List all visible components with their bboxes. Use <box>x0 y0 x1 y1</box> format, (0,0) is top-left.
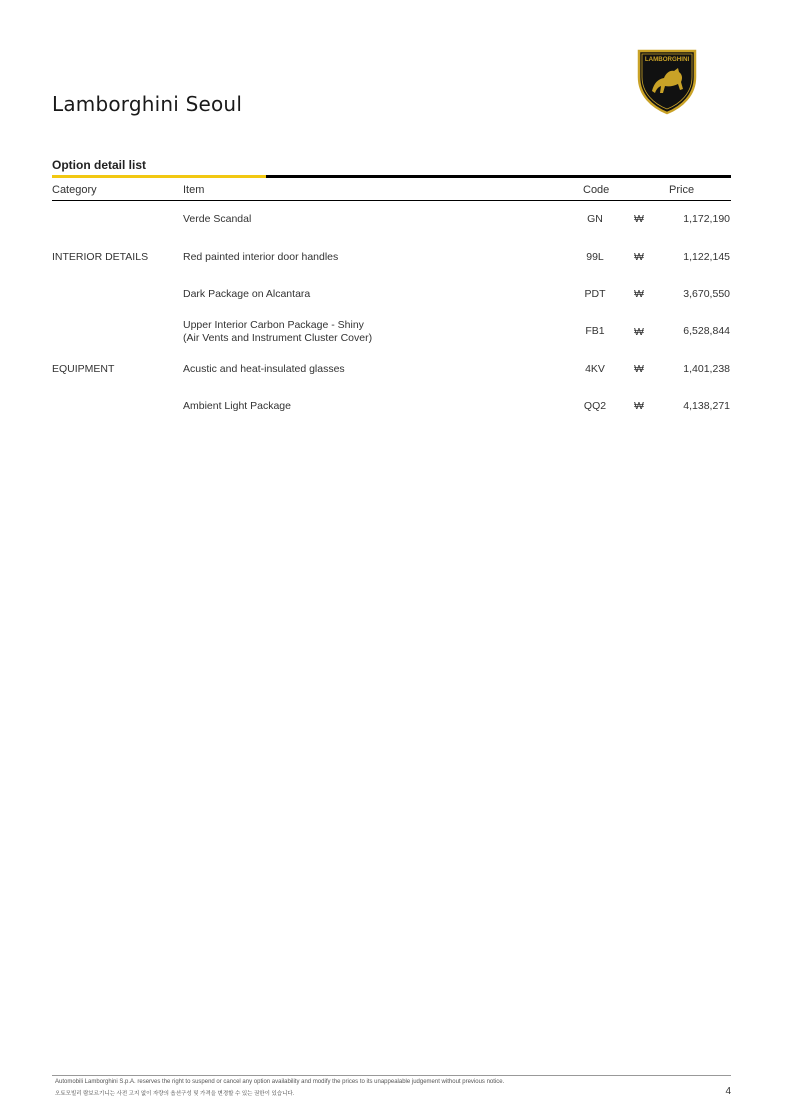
black-divider <box>266 175 731 178</box>
row-code: QQ2 <box>583 400 607 412</box>
row-price: 1,122,145 <box>683 251 730 263</box>
row-code: 99L <box>586 251 604 263</box>
row-code: GN <box>587 213 603 225</box>
row-price: 6,528,844 <box>683 325 730 337</box>
row-item-line2: (Air Vents and Instrument Cluster Cover) <box>183 332 373 344</box>
lamborghini-logo <box>636 47 698 115</box>
column-header-price: Price <box>669 184 695 196</box>
section-title: Option detail list <box>52 158 147 172</box>
row-currency: ₩ <box>634 213 644 225</box>
row-item: Dark Package on Alcantara <box>183 288 311 300</box>
row-item <box>183 319 372 345</box>
row-item: Acustic and heat-insulated glasses <box>183 363 345 375</box>
footer-disclaimer-en: Automobili Lamborghini S.p.A. reserves the right to suspend or cancel any option availability and modify the prices to its unappealable judgement without previous notice. <box>55 1079 505 1085</box>
column-header-category: Category <box>52 184 97 196</box>
row-category: INTERIOR DETAILS <box>52 251 149 263</box>
row-currency: ₩ <box>634 288 644 300</box>
row-currency: ₩ <box>634 326 644 338</box>
svg-text:LAMBORGHINI: LAMBORGHINI <box>644 56 690 63</box>
row-item-line1: Upper Interior Carbon Package - Shiny <box>183 319 364 331</box>
header-divider <box>52 200 731 201</box>
row-currency: ₩ <box>634 251 644 263</box>
row-price: 1,172,190 <box>683 213 730 225</box>
row-price: 3,670,550 <box>683 288 730 300</box>
row-code: PDT <box>584 288 606 300</box>
row-code: 4KV <box>585 363 605 375</box>
column-header-code: Code <box>583 184 610 196</box>
column-header-item: Item <box>183 184 205 196</box>
row-currency: ₩ <box>634 363 644 375</box>
row-item: Verde Scandal <box>183 213 252 225</box>
row-category: EQUIPMENT <box>52 363 115 375</box>
row-item: Ambient Light Package <box>183 400 291 412</box>
footer-divider <box>52 1075 731 1076</box>
footer-disclaimer-ko: 오토모빌리 람보르기니는 사전 고지 없이 자량의 옵션구성 및 가격을 변경할 수 있는 권한이 있습니다. <box>55 1091 295 1097</box>
page-title: Lamborghini Seoul <box>52 92 243 116</box>
row-item: Red painted interior door handles <box>183 251 339 263</box>
yellow-divider <box>52 175 266 178</box>
row-code: FB1 <box>585 325 605 337</box>
row-price: 1,401,238 <box>683 363 730 375</box>
row-price: 4,138,271 <box>683 400 730 412</box>
row-currency: ₩ <box>634 400 644 412</box>
page-number: 4 <box>725 1086 731 1097</box>
